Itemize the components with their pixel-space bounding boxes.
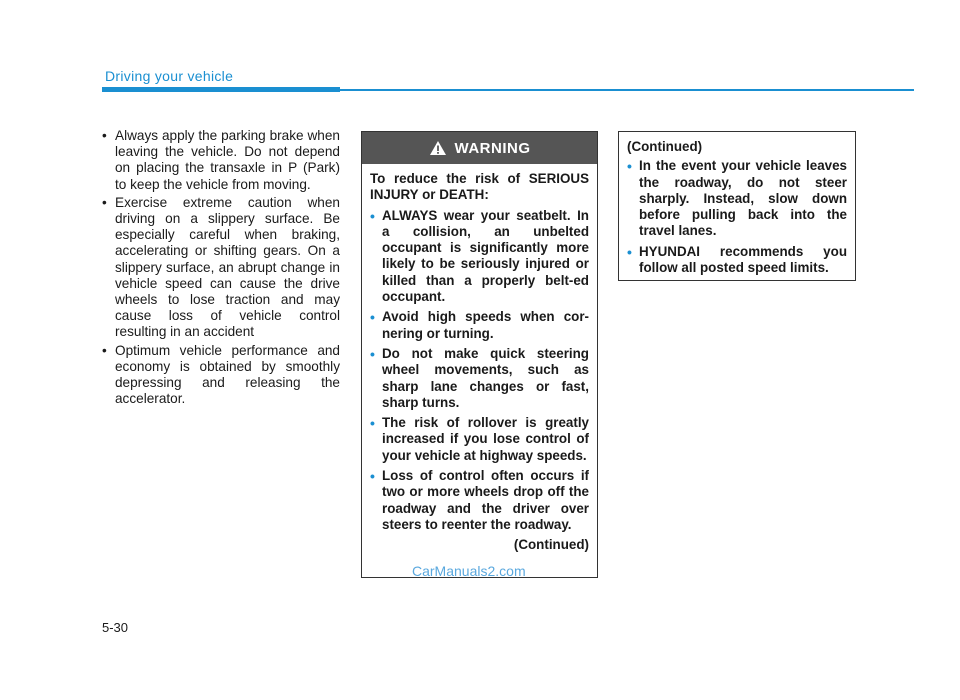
warning-intro: To reduce the risk of SERIOUS INJURY or DEATH: xyxy=(370,171,589,203)
list-item xyxy=(370,415,589,464)
list-item-text: Avoid high speeds when cor-nering or turning. xyxy=(382,309,589,341)
continued-bullet-list xyxy=(627,158,847,276)
section-title: Driving your vehicle xyxy=(105,68,234,84)
header-rule-thick xyxy=(102,87,340,92)
bullet-dot: • xyxy=(370,415,375,432)
list-item-text: HYUNDAI recommends you follow all posted speed limits. xyxy=(639,243,847,276)
watermark-link[interactable]: CarManuals2.com xyxy=(412,563,526,579)
bullet-dot: • xyxy=(370,207,375,224)
list-item xyxy=(102,195,340,341)
warning-triangle-icon xyxy=(429,140,447,156)
list-item-text: The risk of rollover is greatly increased if you lose control of your vehicle at highway speeds. xyxy=(382,415,589,463)
list-item xyxy=(102,343,340,408)
list-item xyxy=(370,309,589,342)
continued-body xyxy=(619,132,855,276)
continued-top-label: (Continued) xyxy=(627,139,703,154)
bullet-dot: • xyxy=(102,342,107,358)
list-item xyxy=(370,208,589,306)
page-number: 5-30 xyxy=(102,620,129,635)
list-item xyxy=(102,128,340,193)
list-item-text: Loss of control often occurs if two or more wheels drop off the roadway and the driver over steers to reenter the roadway. xyxy=(382,468,589,532)
list-item-text: Exercise extreme caution when driving on a slippery surface. Be especially careful when braking, accelerating or shifting gears. On a slippery surface, an abrupt change in vehicle speed can cause the drive wheels to lose traction and may cause loss of vehicle control resulting in an accident xyxy=(115,194,340,340)
continued-box xyxy=(618,131,856,281)
bullet-dot: • xyxy=(102,128,107,143)
left-column xyxy=(102,128,340,409)
warning-box xyxy=(361,131,598,578)
warning-bullet-list xyxy=(370,208,589,534)
list-item-text: Always apply the parking brake when leaving the vehicle. Do not depend on placing the transaxle in P (Park) to keep the vehicle from moving. xyxy=(115,128,340,192)
list-item xyxy=(370,468,589,533)
warning-body xyxy=(362,164,597,554)
bullet-dot: • xyxy=(370,468,375,485)
list-item-text: Optimum vehicle performance and economy is obtained by smoothly depressing and releasing the accelerator. xyxy=(115,342,340,407)
list-item-text: Do not make quick steering wheel movements, such as sharp lane changes or fast, sharp turns. xyxy=(382,345,589,410)
list-item xyxy=(627,158,847,239)
continued-label: (Continued) xyxy=(513,537,589,553)
warning-header xyxy=(362,132,597,164)
bullet-dot: • xyxy=(370,309,375,326)
warning-label: WARNING xyxy=(454,139,531,157)
list-item-text: ALWAYS wear your seatbelt. In a collision, an unbelted occupant is significantly more likely to be seriously injured or killed than a properly belt-ed occupant. xyxy=(382,207,589,305)
bullet-dot: • xyxy=(627,158,632,175)
bullet-dot: • xyxy=(370,345,375,362)
left-bullet-list xyxy=(102,128,340,407)
bullet-dot: • xyxy=(627,243,632,260)
list-item-text: In the event your vehicle leaves the roadway, do not steer sharply. Instead, slow down before pulling back into the travel lanes. xyxy=(639,158,847,239)
list-item xyxy=(627,244,847,277)
bullet-dot: • xyxy=(102,194,107,210)
header-rule-thin xyxy=(340,89,914,91)
list-item xyxy=(370,346,589,411)
